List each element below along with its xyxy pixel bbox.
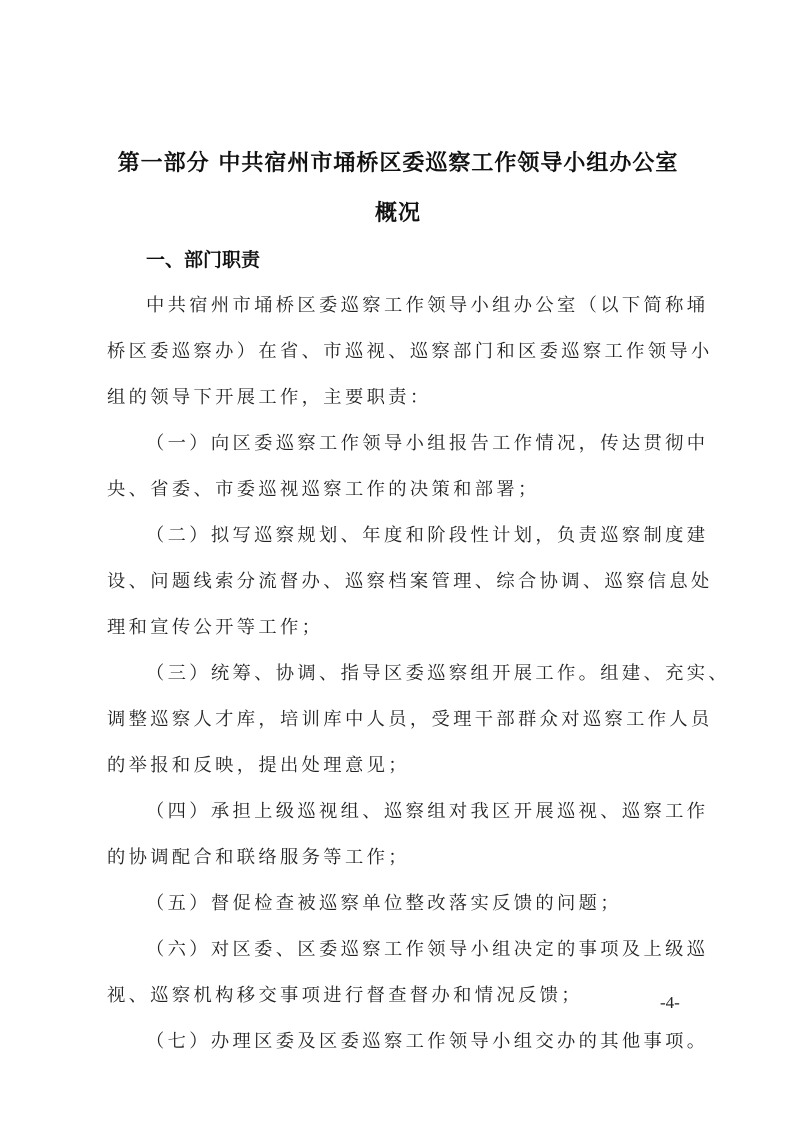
page-title-line-1: 第一部分 中共宿州市埇桥区委巡察工作领导小组办公室 xyxy=(117,151,679,176)
page-title-line-2: 概况 xyxy=(374,201,421,226)
paragraph-line: （六）对区委、区委巡察工作领导小组决定的事项及上级巡 xyxy=(146,939,709,960)
paragraph-line: 视、巡察机构移交事项进行督查督办和情况反馈； xyxy=(107,985,583,1006)
paragraph-line: 中共宿州市埇桥区委巡察工作领导小组办公室（以下简称埇 xyxy=(146,295,709,316)
paragraph-line: 的协调配合和联络服务等工作； xyxy=(107,847,410,868)
paragraph-line: 桥区委巡察办）在省、市巡视、巡察部门和区委巡察工作领导小 xyxy=(107,341,713,362)
page-number: -4- xyxy=(660,993,680,1012)
paragraph-line: 调整巡察人才库，培训库中人员，受理干部群众对巡察工作人员 xyxy=(107,709,713,730)
paragraph-line: （四）承担上级巡视组、巡察组对我区开展巡视、巡察工作 xyxy=(146,801,709,822)
paragraph-line: 理和宣传公开等工作； xyxy=(107,617,324,638)
section-heading: 一、部门职责 xyxy=(146,249,261,271)
paragraph-line: （五）督促检查被巡察单位整改落实反馈的问题； xyxy=(146,893,622,914)
paragraph-line: 设、问题线索分流督办、巡察档案管理、综合协调、巡察信息处 xyxy=(107,571,713,592)
paragraph-line: （七）办理区委及区委巡察工作领导小组交办的其他事项。 xyxy=(146,1031,709,1052)
paragraph-line: 组的领导下开展工作，主要职责： xyxy=(107,387,432,408)
paragraph-line: （一）向区委巡察工作领导小组报告工作情况，传达贯彻中 xyxy=(146,433,709,454)
paragraph-line: （二）拟写巡察规划、年度和阶段性计划，负责巡察制度建 xyxy=(146,525,709,546)
paragraph-line: 央、省委、市委巡视巡察工作的决策和部署； xyxy=(107,479,540,500)
paragraph-line: （三）统筹、协调、指导区委巡察组开展工作。组建、充实、 xyxy=(146,663,731,684)
paragraph-line: 的举报和反映，提出处理意见； xyxy=(107,755,410,776)
